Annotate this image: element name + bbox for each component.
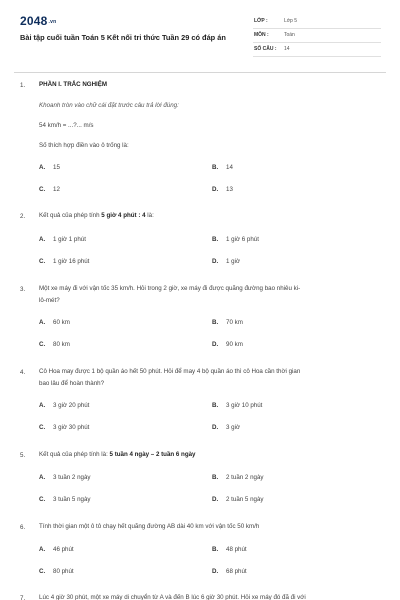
- instruction-text: Khoanh tròn vào chữ cái đặt trước câu trả lời đúng:: [39, 102, 179, 109]
- option-text: 2 tuần 5 ngày: [226, 496, 264, 503]
- meta-value: Toán: [284, 32, 295, 38]
- meta-label: SỐ CÂU :: [254, 46, 277, 52]
- option-text: 3 tuần 2 ngày: [53, 474, 91, 481]
- option-letter: B.: [212, 402, 219, 409]
- option-letter: D.: [212, 186, 219, 193]
- option-text: 68 phút: [226, 568, 247, 575]
- question-text-line: Lúc 4 giờ 30 phút, một xe máy di chuyển từ A và đến B lúc 6 giờ 30 phút. Hỏi xe máy đó đã đi với: [39, 594, 306, 600]
- question-text-line: bao lâu để hoàn thành?: [39, 380, 105, 387]
- option-letter: D.: [212, 496, 219, 503]
- option-letter: A.: [39, 164, 46, 171]
- option-letter: B.: [212, 474, 219, 481]
- option-letter: A.: [39, 546, 46, 553]
- option-letter: B.: [212, 546, 219, 553]
- option-letter: A.: [39, 402, 46, 409]
- question-text: [39, 210, 379, 222]
- option-letter: B.: [212, 236, 219, 243]
- option-letter: B.: [212, 164, 219, 171]
- option-text: 90 km: [226, 341, 243, 348]
- question-text: [39, 449, 379, 461]
- question-number: 3.: [20, 286, 26, 293]
- option-text: 1 giờ 16 phút: [53, 258, 90, 265]
- section-heading: PHẦN I. TRẮC NGHIỆM: [39, 81, 108, 88]
- option-letter: B.: [212, 319, 219, 326]
- question-expression: 5 giờ 4 phút : 4: [101, 212, 146, 219]
- option-letter: D.: [212, 341, 219, 348]
- question-text-part: là:: [145, 212, 154, 219]
- meta-value: 14: [284, 46, 290, 52]
- question-number: 7.: [20, 595, 26, 600]
- question-text-line: lô-mét?: [39, 297, 60, 304]
- option-letter: D.: [212, 258, 219, 265]
- option-letter: C.: [39, 424, 46, 431]
- option-letter: C.: [39, 496, 46, 503]
- option-text: 1 giờ 6 phút: [226, 236, 259, 243]
- option-text: 3 giờ: [226, 424, 241, 431]
- question-number: 6.: [20, 524, 26, 531]
- option-text: 3 tuần 5 ngày: [53, 496, 91, 503]
- option-text: 1 giờ 1 phút: [53, 236, 86, 243]
- option-letter: D.: [212, 424, 219, 431]
- question-text-line: Cô Hoa may được 1 bộ quần áo hết 50 phút. Hỏi để may 4 bộ quần áo thì cô Hoa cần thời gian: [39, 368, 301, 375]
- option-text: 3 giờ 10 phút: [226, 402, 263, 409]
- option-letter: C.: [39, 568, 46, 575]
- question-expression: 5 tuần 4 ngày – 2 tuần 6 ngày: [109, 451, 196, 458]
- question-text-line: Tính thời gian một ô tô chạy hết quãng đường AB dài 40 km với vận tốc 50 km/h: [39, 523, 260, 530]
- page-title: Bài tập cuối tuần Toán 5 Kết nối tri thức Tuần 29 có đáp án: [20, 33, 226, 42]
- logo-text: 2048: [20, 14, 48, 28]
- question-text-part: Kết quả của phép tính: [39, 212, 102, 219]
- option-letter: A.: [39, 319, 46, 326]
- option-letter: C.: [39, 341, 46, 348]
- option-letter: C.: [39, 186, 46, 193]
- option-text: 3 giờ 30 phút: [53, 424, 90, 431]
- option-text: 48 phút: [226, 546, 247, 553]
- option-text: 14: [226, 164, 233, 171]
- option-text: 80 phút: [53, 568, 74, 575]
- option-text: 2 tuần 2 ngày: [226, 474, 264, 481]
- option-letter: C.: [39, 258, 46, 265]
- option-letter: D.: [212, 568, 219, 575]
- question-number: 5.: [20, 452, 26, 459]
- question-number: 4.: [20, 369, 26, 376]
- meta-value: Lớp 5: [284, 18, 298, 24]
- question-text-part: Kết quả của phép tính là:: [39, 451, 110, 458]
- question-prompt: Số thích hợp điền vào ô trống là:: [39, 142, 129, 149]
- option-text: 80 km: [53, 341, 70, 348]
- question-number: 1.: [20, 82, 26, 89]
- option-text: 60 km: [53, 319, 70, 326]
- option-text: 70 km: [226, 319, 243, 326]
- meta-label: MÔN :: [254, 32, 269, 38]
- question-number: 2.: [20, 213, 26, 220]
- option-text: 13: [226, 186, 233, 193]
- option-text: 15: [53, 164, 60, 171]
- question-text-line: Một xe máy đi với vận tốc 35 km/h. Hỏi trong 2 giờ, xe máy đi được quãng đường bao nhiêu ki-: [39, 285, 301, 292]
- option-text: 46 phút: [53, 546, 74, 553]
- meta-label: LỚP :: [254, 18, 268, 24]
- logo-domain: .vn: [48, 18, 57, 25]
- option-text: 3 giờ 20 phút: [53, 402, 90, 409]
- option-letter: A.: [39, 236, 46, 243]
- option-text: 12: [53, 186, 60, 193]
- option-letter: A.: [39, 474, 46, 481]
- question-expression: 54 km/h = ...?... m/s: [39, 122, 94, 129]
- option-text: 1 giờ: [226, 258, 241, 265]
